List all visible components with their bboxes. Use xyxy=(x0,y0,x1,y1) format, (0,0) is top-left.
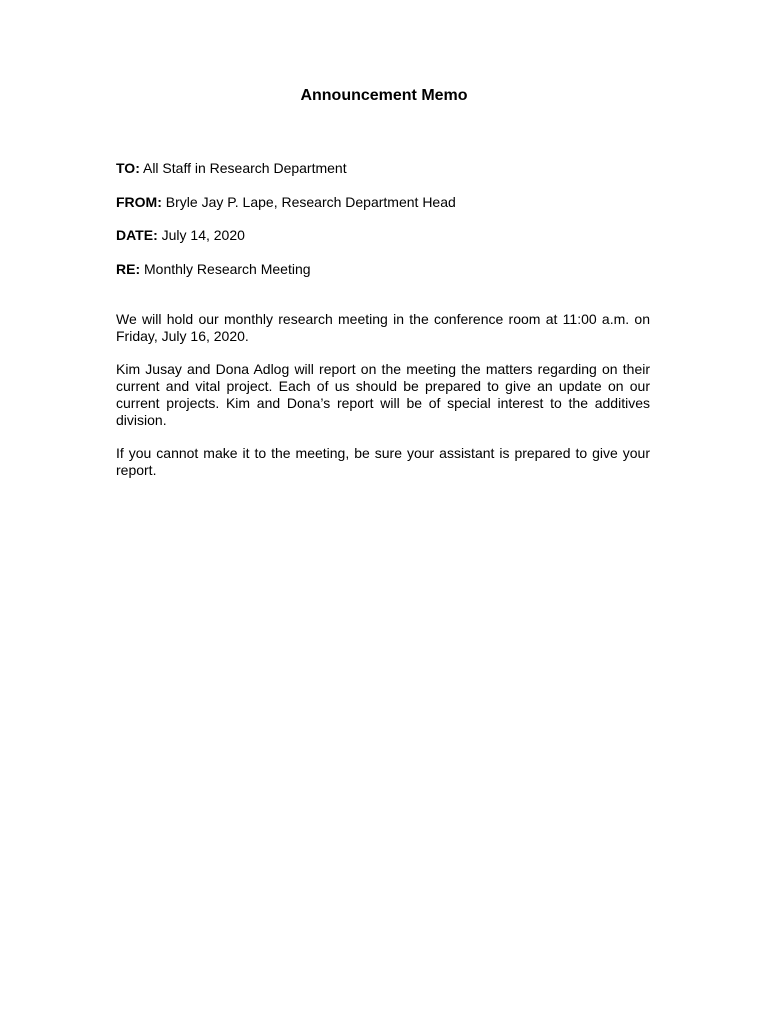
memo-title: Announcement Memo xyxy=(300,87,468,104)
memo-date-line xyxy=(116,226,245,244)
memo-from-value: Bryle Jay P. Lape, Research Department Head xyxy=(165,194,456,210)
memo-from-label: FROM: xyxy=(116,194,162,210)
memo-re-value: Monthly Research Meeting xyxy=(144,261,311,277)
memo-re-label: RE: xyxy=(116,261,141,277)
memo-to-value: All Staff in Research Department xyxy=(142,160,347,176)
memo-to-line xyxy=(116,159,347,177)
memo-paragraph-report: Kim Jusay and Dona Adlog will report on the meeting the matters regarding on their current and vital project. Each of us should be prepared to give an update on our current projects. Kim and Dona’s report will be of special interest to the additives division. xyxy=(116,361,650,428)
memo-date-label: DATE: xyxy=(116,227,158,243)
memo-re-line xyxy=(116,260,311,278)
memo-paragraph-meeting-time: We will hold our monthly research meeting in the conference room at 11:00 a.m. on Friday, July 16, 2020. xyxy=(116,311,650,344)
memo-from-line xyxy=(116,193,456,211)
memo-date-value: July 14, 2020 xyxy=(161,227,245,243)
memo-paragraph-absence: If you cannot make it to the meeting, be sure your assistant is prepared to give your report. xyxy=(116,445,650,478)
memo-to-label: TO: xyxy=(116,160,140,176)
